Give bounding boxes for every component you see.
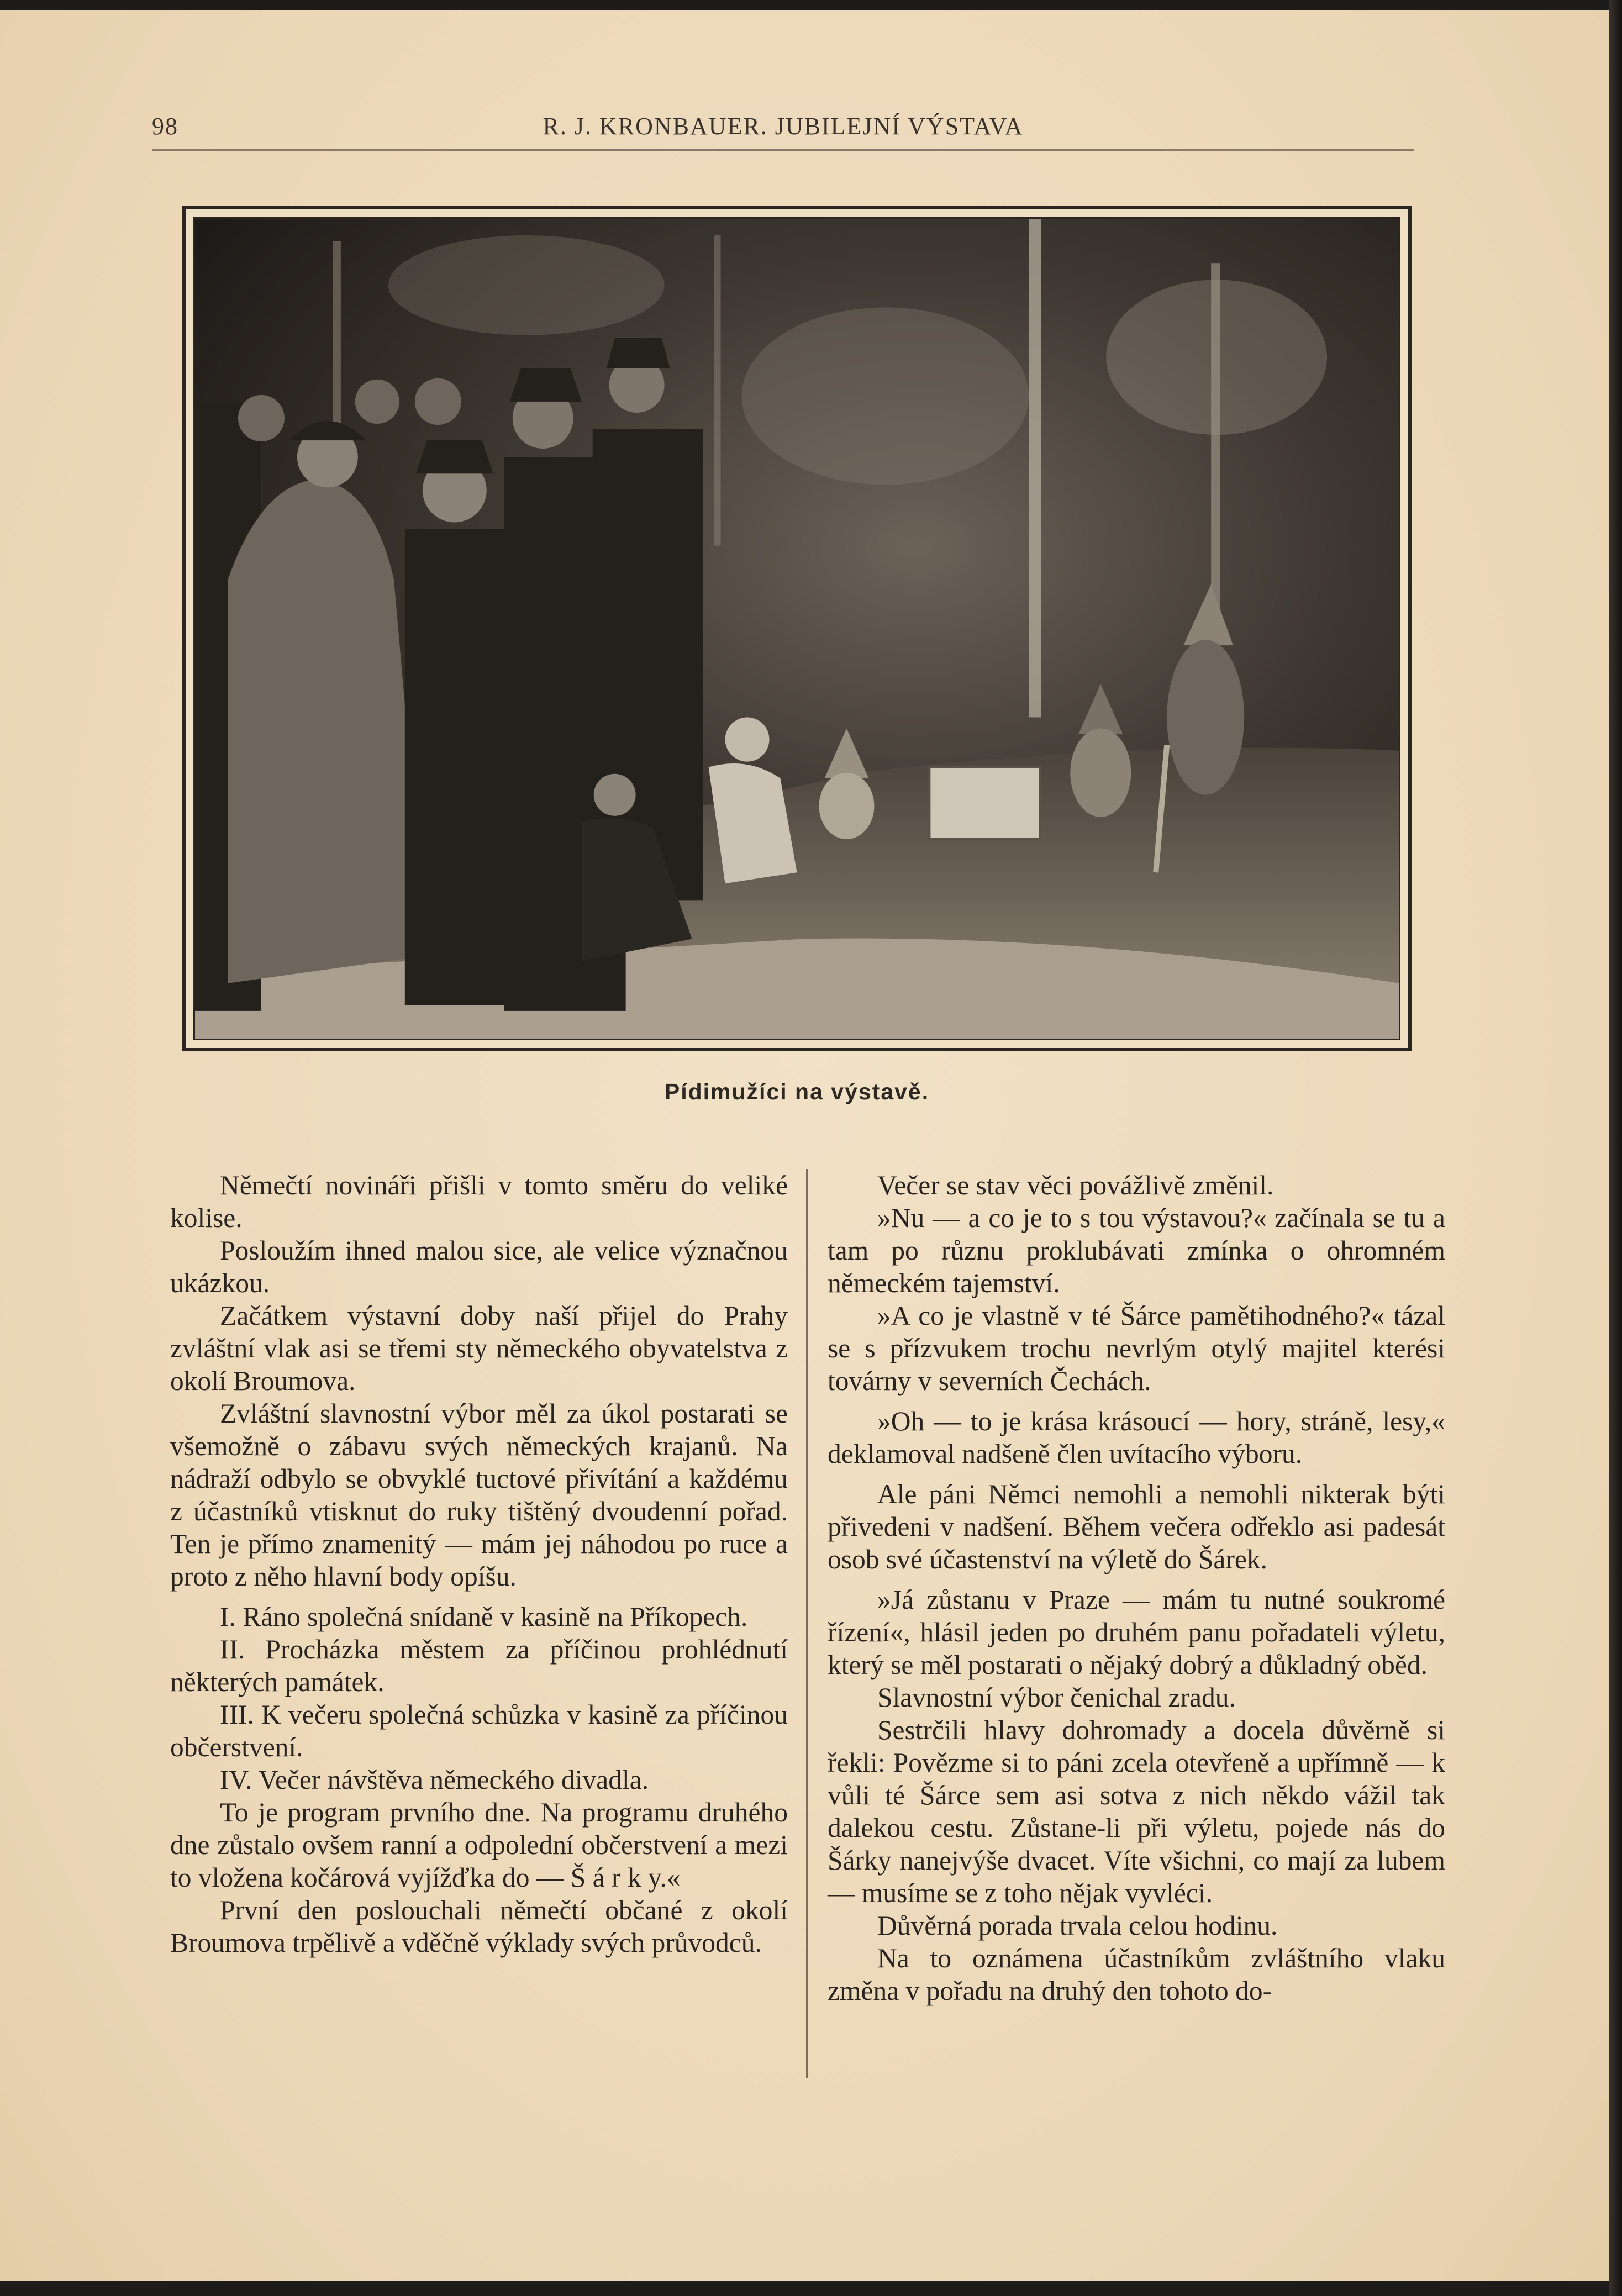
figure-frame [182, 206, 1412, 1051]
program-item-3: III. K večeru společná schůzka v kasině za příčinou občerstvení. [170, 1699, 788, 1762]
text-column-left [170, 1169, 788, 1959]
paragraph: »Oh — to je krása krásoucí — hory, stráně, lesy,« deklamoval nadšeně člen uvítacího výboru. [828, 1406, 1445, 1469]
paragraph: Posloužím ihned malou sice, ale velice význačnou ukázkou. [170, 1235, 788, 1298]
page-header [152, 107, 1414, 151]
paragraph: Ale páni Němci nemohli a nemohli nikterak býti přivedeni v nadšení. Během večera odřeklo asi padesát osob své účastenství na výletě do Šárek. [828, 1479, 1445, 1574]
paragraph: Němečtí novináři přišli v tomto směru do veliké kolise. [170, 1170, 788, 1233]
paragraph: »Nu — a co je to s tou výstavou?« začínala se tu a tam po různu proklubávati zmínka o ohromném německém tajemství. [828, 1203, 1445, 1298]
photograph-illustration [195, 219, 1399, 1039]
page-edge-shadow [1609, 0, 1622, 2296]
page-number: 98 [152, 113, 178, 140]
program-item-1: I. Ráno společná snídaně v kasině na Příkopech. [220, 1602, 748, 1632]
running-title: R. J. KRONBAUER. JUBILEJNÍ VÝSTAVA [543, 113, 1024, 140]
paragraph: »A co je vlastně v té Šárce pamětihodného?« tázal se s přízvukem trochu nevrlým otylý majitel kterési továrny v severních Čechách. [828, 1300, 1445, 1396]
program-item-2: II. Procházka městem za příčinou prohlédnutí některých památek. [170, 1634, 788, 1697]
program-item-4: IV. Večer návštěva německého divadla. [220, 1765, 649, 1795]
paragraph: »Já zůstanu v Praze — mám tu nutné soukromé řízení«, hlásil jeden po druhém panu pořadateli výletu, který se měl postarati o nějaký dobrý a důkladný oběd. [828, 1584, 1445, 1680]
header-rule [152, 149, 1414, 151]
text-column-right [828, 1169, 1445, 2007]
page [0, 10, 1609, 2281]
paragraph: První den poslouchali němečtí občané z okolí Broumova trpělivě a vděčně výklady svých průvodců. [170, 1895, 788, 1958]
figure-caption: Pídimužíci na výstavě. [664, 1079, 930, 1104]
paragraph: To je program prvního dne. Na programu druhého dne zůstalo ovšem ranní a odpolední občerstvení a mezi to vložena kočárová vyjížďka do — Š á r k y.« [170, 1797, 788, 1893]
paragraph: Na to oznámena účastníkům zvláštního vlaku změna v pořadu na druhý den tohoto do- [828, 1943, 1445, 2006]
paragraph: Důvěrná porada trvala celou hodinu. [877, 1910, 1278, 1941]
paragraph: Začátkem výstavní doby naší přijel do Prahy zvláštní vlak asi se třemi sty německého obyvatelstva z okolí Broumova. [170, 1300, 788, 1396]
paragraph: Sestrčili hlavy dohromady a docela důvěrně si řekli: Povězme si to páni zcela otevřeně a upřímně — k vůli té Šárce sem asi sotva z nich někdo vážil tak dalekou cestu. Zůstane-li při výletu, pojede nás do Šárky nanejvýše dvacet. Víte všichni, co mají za lubem — musíme se z toho nějak vyvléci. [828, 1715, 1445, 1908]
photograph-gnomes-at-exhibition [193, 217, 1400, 1040]
paragraph: Zvláštní slavnostní výbor měl za úkol postarati se všemožně o zábavu svých německých krajanů. Na nádraží odbylo se obvyklé tuctové přivítání a každému z účastníků vtisknut do ruky tištěný dvoudenní pořad. Ten je přímo znamenitý — mám jej náhodou po ruce a proto z něho hlavní body opíšu. [170, 1398, 788, 1592]
column-divider [806, 1169, 808, 2078]
paragraph: Slavnostní výbor čenichal zradu. [877, 1682, 1236, 1713]
paragraph: Večer se stav věci povážlivě změnil. [877, 1170, 1274, 1200]
